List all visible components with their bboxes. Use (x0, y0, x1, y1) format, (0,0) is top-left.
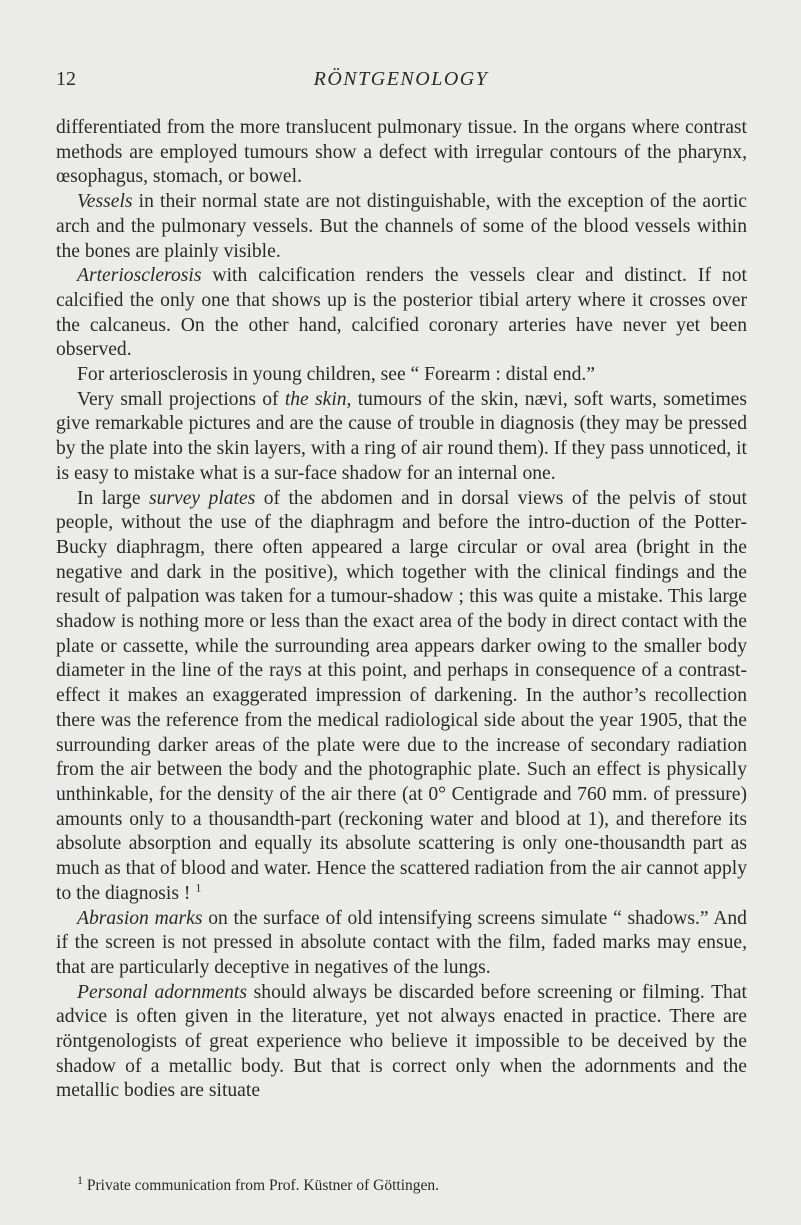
paragraph-personal-adornments: Personal adornments should always be discarded before screening or filming. That advice is often given in the literature, yet not always enacted in practice. There are röntgenologists of great experience who believe it impossible to be deceived by the shadow of a metallic body. But that is correct only when the adornments and the metallic bodies are situate (56, 981, 747, 1102)
running-title: RÖNTGENOLOGY (313, 68, 489, 90)
paragraph-arteriosclerosis-children: For arteriosclerosis in young children, see “ Forearm : distal end.” (77, 364, 596, 386)
paragraph-lead-term: Abrasion marks (77, 907, 203, 929)
page-header (56, 68, 746, 98)
paragraph-lead-term: Personal adornments (77, 981, 247, 1003)
page-number: 12 (56, 68, 76, 90)
paragraph-lead-term: survey plates (148, 487, 256, 509)
footnote-marker: 1 (77, 1172, 83, 1187)
paragraph-arteriosclerosis: Arteriosclerosis with calcification renders the vessels clear and distinct. If not calcified the only one that shows up is the posterior tibial artery where it crosses over the calcaneus. On the other hand, calcified coronary arteries have never yet been observed. (56, 265, 747, 361)
paragraph-skin: Very small projections of the skin, tumours of the skin, nævi, soft warts, sometimes give remarkable pictures and are the cause of trouble in diagnosis (they may be pressed by the plate into the skin layers, with a ring of air round them). If they pass unnoticed, it is easy to mistake what is a sur-face shadow for an internal one. (56, 388, 748, 484)
footnote-text: Private communication from Prof. Küstner of Göttingen. (86, 1177, 440, 1194)
paragraph-vessels: Vessels in their normal state are not distinguishable, with the exception of the aortic arch and the pulmonary vessels. But the channels of some of the blood vessels within the bones are plainly visible. (56, 191, 747, 262)
paragraph-abrasion-marks: Abrasion marks on the surface of old intensifying screens simulate “ shadows.” And if the screen is not pressed in absolute contact with the film, faded marks may ensue, that are particularly deceptive in negatives of the lungs. (56, 907, 747, 978)
paragraph-survey-plates: In large survey plates of the abdomen and in dorsal views of the pelvis of stout people, without the use of the diaphragm and before the intro-duction of the Potter-Bucky diaphragm, there often appeared a large circular or oval area (bright in the negative and dark in the positive), which together with the clinical findings and the result of palpation was taken for a tumour-shadow ; this was quite a mistake. This large shadow is nothing more or less than the exact area of the body in direct contact with the plate or cassette, while the surrounding area appears darker owing to the smaller body diameter in the line of the rays at this point, and perhaps in consequence of a contrast-effect it makes an exaggerated impression of darkening. In the author’s recollection there was the reference from the medical radiological side about the year 1905, that the surrounding darker areas of the plate were due to the increase of secondary radiation from the air between the body and the photographic plate. Such an effect is physically unthinkable, for the density of the air there (at 0° Centigrade and 760 mm. of pressure) amounts only to a thousandth-part (reckoning water and blood at 1), and therefore its absolute absorption and equally its absolute scattering is only one-thousandth part as much as that of blood and water. Hence the scattered radiation from the air cannot apply to the diagnosis ! $^1$ (56, 487, 747, 904)
body-text (56, 116, 747, 1104)
paragraph-lead-term: the skin, (284, 388, 352, 410)
footnote (77, 1172, 747, 1196)
paragraph-lead-term: Arteriosclerosis (77, 265, 202, 287)
footnote-reference: 1 (195, 880, 202, 895)
paragraph-lead-term: Vessels (77, 191, 133, 213)
paragraph-continuation: differentiated from the more translucent pulmonary tissue. In the organs where contrast methods are employed tumours show a defect with irregular contours of the pharynx, œsophagus, stomach, or bowel. (56, 117, 747, 188)
